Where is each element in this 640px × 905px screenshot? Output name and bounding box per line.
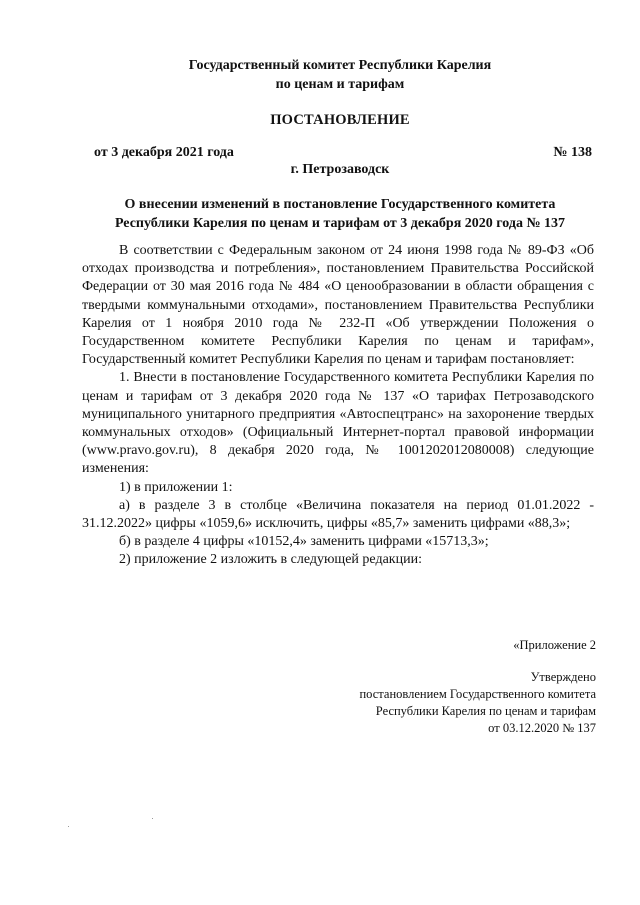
issuing-organization: [80, 56, 600, 94]
intro-paragraph: В соответствии с Федеральным законом от 24 июня 1998 года № 89-ФЗ «Об отходах производства и потребления», постановлением Правительства Российской Федерации от 30 мая 2016 года № 484 «О ценообразовании в области обращения с твердыми коммунальными отходами», постановлением Правительства Республики Карелия от 1 ноября 2010 года № 232-П «Об утверждении Положения о Государственном комитете Республики Карелия по ценам и тарифам», Государственный комитет Республики Карелия по ценам и тарифам постановляет:: [82, 243, 594, 368]
item-1-1-paragraph: 1) в приложении 1:: [119, 479, 233, 495]
org-name-line1: Государственный комитет Республики Карелия: [188, 58, 492, 73]
item-1-1a-paragraph: а) в разделе 3 в столбце «Величина показателя на период 01.01.2022 - 31.12.2022» цифры «1059,6» исключить, цифры «85,7» заменить цифрами «88,3»;: [82, 497, 594, 532]
document-subject: [80, 195, 600, 233]
document-city: г. Петрозаводск: [290, 162, 390, 177]
approved-line2: постановлением Государственного комитета: [359, 687, 596, 701]
subject-line1: О внесении изменений в постановление Государственного комитета: [124, 197, 556, 212]
approval-block: [296, 669, 596, 737]
document-type-title: ПОСТАНОВЛЕНИЕ: [270, 112, 410, 128]
approved-line4: от 03.12.2020 № 137: [488, 721, 596, 735]
document-number: № 138: [553, 145, 592, 160]
org-name-line2: по ценам и тарифам: [275, 77, 405, 92]
subject-line2: Республики Карелия по ценам и тарифам от 3 декабря 2020 года № 137: [114, 216, 566, 231]
approved-line3: Республики Карелия по ценам и тарифам: [375, 704, 596, 718]
document-date: от 3 декабря 2021 года: [94, 145, 234, 160]
item-1-1b-paragraph: б) в разделе 4 цифры «10152,4» заменить цифрами «15713,3»;: [119, 534, 489, 550]
item-1-2-paragraph: 2) приложение 2 изложить в следующей редакции:: [119, 552, 422, 568]
approved-line1: Утверждено: [530, 670, 596, 684]
scan-speck: [152, 818, 153, 819]
item-1-paragraph: 1. Внести в постановление Государственного комитета Республики Карелия по ценам и тарифам от 3 декабря 2020 года № 137 «О тарифах Петрозаводского муниципального унитарного предприятия «Автоспецтранс» на захоронение твердых коммунальных отходов» (Официальный Интернет-портал правовой информации (www.pravo.gov.ru), 8 декабря 2020 года, № 1001202012080008) следующие изменения:: [82, 370, 594, 477]
scan-speck: [68, 826, 69, 827]
document-body: [82, 242, 594, 570]
appendix-label: «Приложение 2: [513, 638, 596, 652]
